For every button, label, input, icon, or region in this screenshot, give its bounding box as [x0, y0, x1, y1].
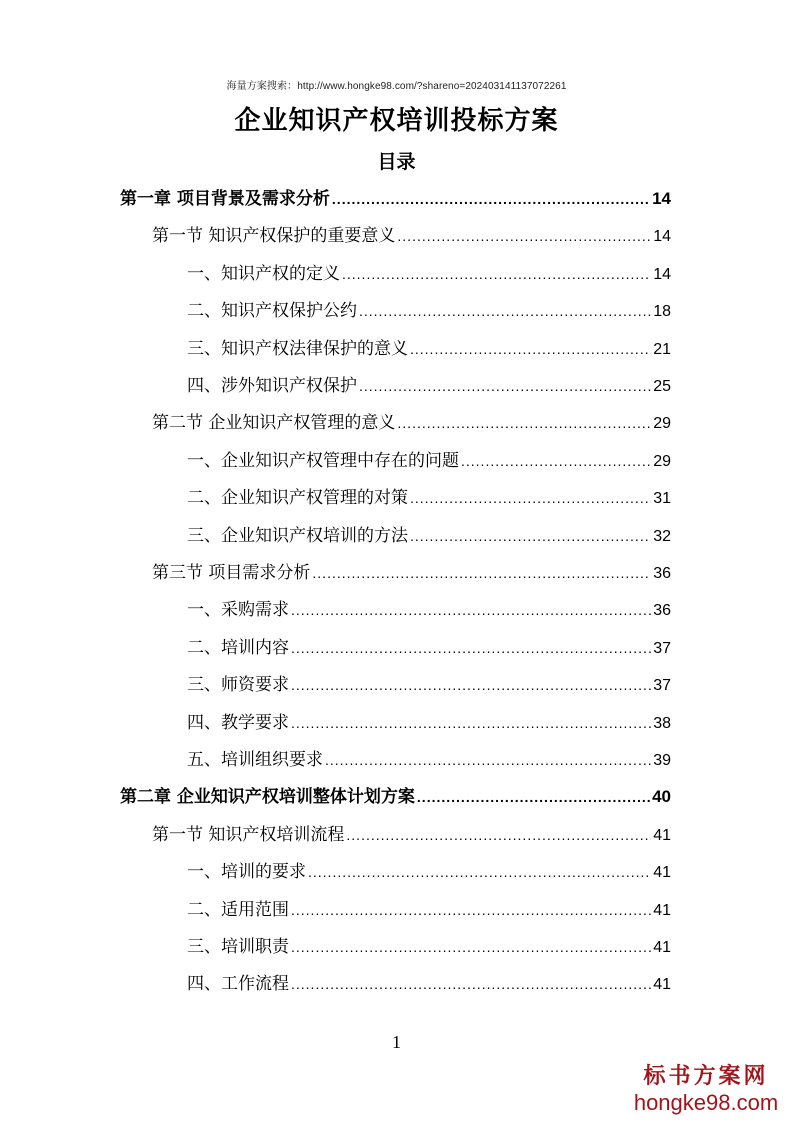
- toc-entry[interactable]: [187, 745, 671, 775]
- toc-entry-label: 三、师资要求: [187, 675, 289, 696]
- toc-entry-label: 一、企业知识产权管理中存在的问题: [187, 450, 459, 471]
- toc-entry-label: 第一章 项目背景及需求分析: [120, 189, 330, 209]
- toc-dot-leader: [312, 558, 651, 588]
- toc-entry-page: 36: [653, 602, 671, 620]
- toc-dot-leader: [359, 296, 651, 326]
- toc-entry[interactable]: [187, 371, 671, 401]
- toc-entry[interactable]: [187, 708, 671, 738]
- toc-dot-leader: [397, 408, 651, 438]
- toc-entry-label: 三、知识产权法律保护的意义: [187, 338, 408, 359]
- toc-entry-label: 四、涉外知识产权保护: [187, 376, 357, 396]
- toc-entry[interactable]: [120, 782, 671, 812]
- toc-entry-label: 四、工作流程: [187, 974, 289, 995]
- toc-entry-page: 36: [653, 565, 671, 582]
- toc-entry-page: 29: [653, 452, 671, 470]
- toc-dot-leader: [346, 820, 651, 850]
- toc-entry[interactable]: [187, 446, 671, 476]
- toc-entry-page: 14: [652, 189, 671, 208]
- toc-entry[interactable]: [152, 408, 671, 438]
- toc-entry[interactable]: [187, 633, 671, 663]
- toc-dot-leader: [291, 670, 651, 700]
- toc-entry-page: 14: [653, 265, 671, 283]
- toc-entry-label: 一、采购需求: [187, 600, 289, 621]
- toc-entry-label: 一、培训的要求: [187, 862, 306, 883]
- toc-entry[interactable]: [187, 857, 671, 887]
- watermark-brand-en: hongke98.com: [633, 1090, 779, 1115]
- toc-entry-page: 14: [653, 228, 671, 246]
- toc-entry-label: 三、培训职责: [187, 937, 289, 957]
- toc-dot-leader: [308, 857, 651, 887]
- toc-entry-label: 二、知识产权保护公约: [187, 301, 357, 322]
- toc-dot-leader: [397, 221, 651, 251]
- toc-entry-page: 41: [653, 826, 671, 844]
- toc-entry-page: 41: [653, 939, 671, 956]
- toc-entry[interactable]: [187, 521, 671, 551]
- toc-dot-leader: [291, 595, 651, 625]
- toc-dot-leader: [410, 483, 651, 513]
- toc-dot-leader: [325, 745, 651, 775]
- toc-entry-label: 第一节 知识产权保护的重要意义: [152, 226, 396, 247]
- toc-dot-leader: [291, 633, 651, 663]
- toc-dot-leader: [332, 184, 650, 214]
- document-title: 企业知识产权培训投标方案: [234, 106, 559, 136]
- toc-entry-page: 32: [653, 527, 671, 545]
- toc-entry-page: 37: [653, 639, 671, 657]
- page-number: 1: [392, 1032, 401, 1052]
- toc-entry-label: 第三节 项目需求分析: [152, 563, 311, 583]
- search-url-line: 海量方案搜索：http://www.hongke98.com/?shareno=202403141137072261: [226, 81, 567, 92]
- toc-dot-leader: [291, 708, 651, 738]
- toc-entry-label: 第二章 企业知识产权培训整体计划方案: [120, 787, 415, 808]
- toc-entry-page: 41: [653, 901, 671, 919]
- toc-dot-leader: [417, 782, 650, 812]
- toc-entry[interactable]: [152, 820, 671, 850]
- toc-dot-leader: [410, 521, 651, 551]
- toc-dot-leader: [410, 334, 651, 364]
- toc-entry-page: 29: [653, 415, 671, 433]
- toc-entry-label: 四、教学要求: [187, 712, 289, 733]
- toc-dot-leader: [461, 446, 651, 476]
- toc-entry-page: 21: [653, 340, 671, 358]
- toc-entry-label: 二、适用范围: [187, 899, 289, 920]
- toc-entry-page: 40: [652, 787, 671, 807]
- toc-entry-page: 39: [653, 752, 671, 769]
- toc-entry[interactable]: [187, 969, 671, 999]
- toc-entry[interactable]: [187, 483, 671, 513]
- watermark-brand-cn: 标书方案网: [643, 1064, 769, 1089]
- toc-entry-page: 31: [653, 490, 671, 508]
- watermark-logo: [631, 1064, 781, 1116]
- toc-entry[interactable]: [187, 259, 671, 289]
- toc-dot-leader: [291, 932, 651, 962]
- toc-dot-leader: [342, 259, 651, 289]
- toc-dot-leader: [291, 895, 651, 925]
- toc-dot-leader: [359, 371, 651, 401]
- toc-entry[interactable]: [187, 895, 671, 925]
- toc-entry-label: 二、培训内容: [187, 637, 289, 658]
- toc-entry-page: 18: [653, 303, 671, 321]
- toc-entry[interactable]: [187, 296, 671, 326]
- toc-entry-label: 二、企业知识产权管理的对策: [187, 488, 408, 509]
- toc-entry-label: 一、知识产权的定义: [187, 263, 340, 284]
- toc-entry-page: 41: [653, 976, 671, 994]
- toc-entry[interactable]: [120, 184, 671, 214]
- toc-entry[interactable]: [187, 932, 671, 962]
- toc-heading: 目录: [377, 151, 416, 173]
- toc-entry-page: 41: [653, 864, 671, 882]
- toc-entry-label: 第一节 知识产权培训流程: [152, 824, 345, 845]
- toc-entry[interactable]: [187, 595, 671, 625]
- toc-entry[interactable]: [187, 334, 671, 364]
- toc-entry-page: 37: [653, 677, 671, 695]
- toc-entry-label: 三、企业知识产权培训的方法: [187, 525, 408, 546]
- toc-entry-page: 38: [653, 714, 671, 732]
- toc-entry[interactable]: [152, 221, 671, 251]
- toc-entry[interactable]: [187, 670, 671, 700]
- toc-dot-leader: [291, 969, 651, 999]
- toc-entry-label: 五、培训组织要求: [187, 750, 323, 770]
- toc-entry-label: 第二节 企业知识产权管理的意义: [152, 413, 396, 434]
- toc-entry-page: 25: [653, 378, 671, 395]
- toc-entry[interactable]: [152, 558, 671, 588]
